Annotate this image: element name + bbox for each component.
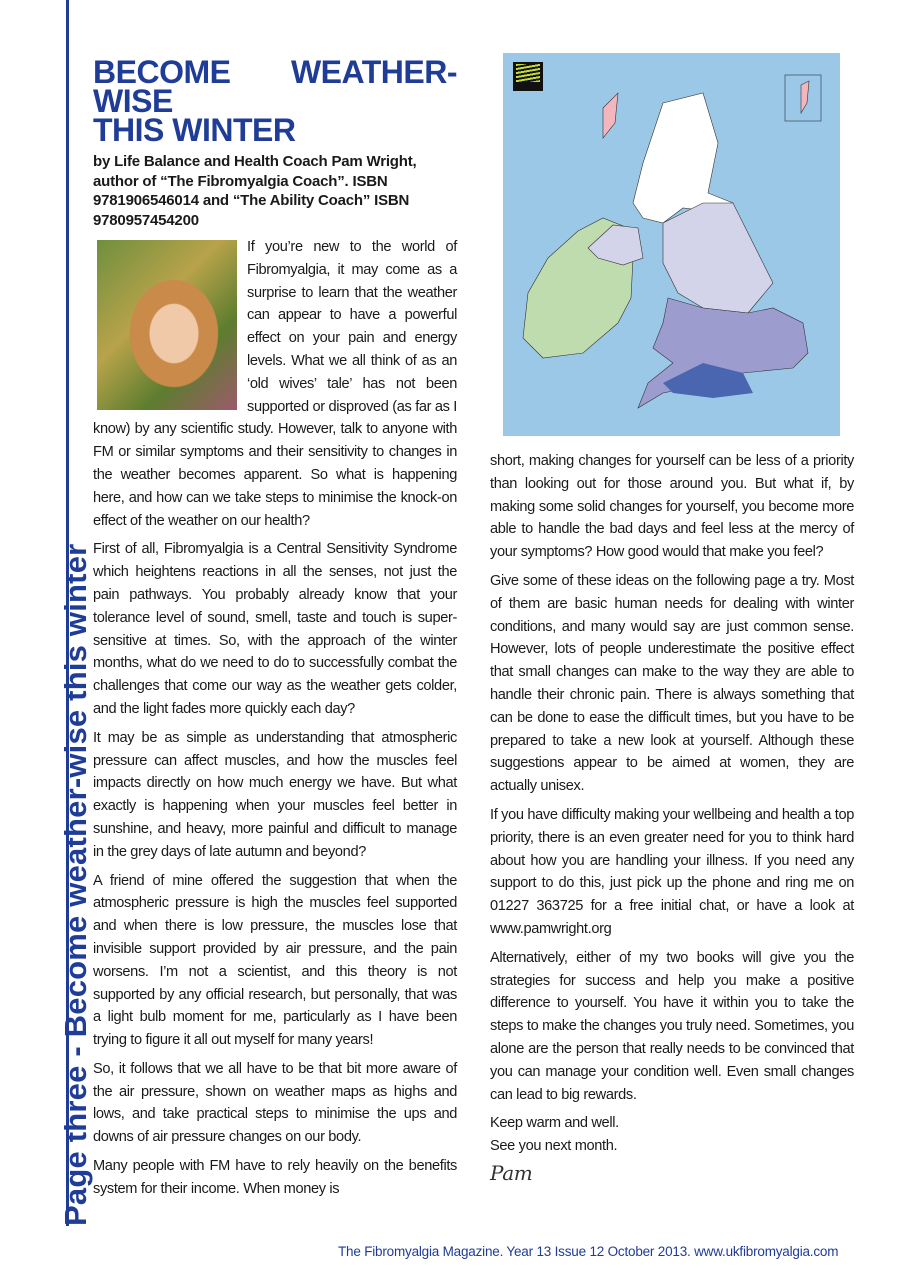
paragraph: A friend of mine offered the suggestion that when the atmospheric pressure is high the muscles feel supported and when there is low pressure, the muscles lose that invisible support provided by air pressure, and the pain worsens. I’m not a scientist, and this theory is not supported by any official research, but personally, that was a light bulb moment for me, particularly as I have been trying to figure it all out myself for many years! xyxy=(93,872,457,1049)
right-column xyxy=(490,450,854,1185)
signature: Pam xyxy=(490,1160,533,1185)
author-photo xyxy=(97,240,237,410)
met-office-logo xyxy=(513,62,543,91)
hebrides-region xyxy=(603,93,618,138)
article-title xyxy=(93,54,457,148)
north-england-region xyxy=(663,203,773,313)
shetland-region xyxy=(801,81,809,113)
paragraph: If you’re new to the world of Fibromyalgia, it may come as a surprise to learn that the weather can appear to have a powerful effect on your pain and energy levels. What we all think of as an ‘old wives’ tale’ has not been supported or disproved (as far as I know) by any scientific study. However, talk to anyone with FM or similar symptoms and their sensitivity to changes in the weather becomes apparent. So what is happening here, and how can we take steps to minimise the knock-on effect of the weather on our health? xyxy=(93,239,458,529)
paragraph: If you have difficulty making your wellbeing and health a top priority, there is an even greater need for you to think hard about how you are handling your illness. If you need any support to do this, just pick up the phone and ring me on 01227 363725 for a free initial chat, or have a look at www.pamwright.org xyxy=(490,806,854,937)
paragraph: Many people with FM have to rely heavily on the benefits system for their income. When money is xyxy=(93,1158,457,1197)
paragraph: First of all, Fibromyalgia is a Central Sensitivity Syndrome which heightens reactions in all the senses, not just the pain pathways. You probably already know that your tolerance level of sound, smell, taste and touch is super-sensitive at times. So, with the approach of the winter months, what do we need to do to successfully combat the challenges that come our way as the weather gets colder, and the light fades more quickly each day? xyxy=(93,541,457,717)
title-line-2: THIS WINTER xyxy=(93,112,296,148)
paragraph: Give some of these ideas on the following page a try. Most of them are basic human needs for dealing with winter conditions, and many would say are just common sense. However, lots of people underestimate the positive effect that small changes can make to the way they are able to handle their chronic pain. There is always something that can be done to ease the difficult times, but you have to be prepared to take a new look at yourself. Although these suggestions appear to be aimed at women, they are actually unisex. xyxy=(490,572,854,795)
paragraph: It may be as simple as understanding that atmospheric pressure can affect muscles, and how the muscles feel impacts directly on how much energy we have. But what exactly is happening when your muscles feel better in sunshine, and heavy, more painful and difficult to manage in the grey days of late autumn and beyond? xyxy=(93,729,457,860)
closing-line: See you next month. xyxy=(490,1138,618,1155)
closing-line: Keep warm and well. xyxy=(490,1115,619,1132)
weather-map xyxy=(503,53,840,436)
sidebar-title: Page three - Become weather-wise this winter xyxy=(58,543,93,1226)
paragraph: Alternatively, either of my two books will give you the strategies for success and help you make a positive difference to yourself. You have it within you to take the steps to make the changes you truly need. Sometimes, you alone are the person that really needs to be convinced that you can manage your condition well. Even small changes can lead to big rewards. xyxy=(490,949,854,1103)
title-line-1: BECOME WEATHER-WISE xyxy=(93,54,457,119)
byline: by Life Balance and Health Coach Pam Wright, author of “The Fibromyalgia Coach”. ISBN 9781906546014 and “The Ability Coach” ISBN 9780957454200 xyxy=(93,153,417,229)
paragraph: So, it follows that we all have to be that bit more aware of the air pressure, shown on weather maps as highs and lows, and take practical steps to minimise the ups and downs of air pressure changes on our body. xyxy=(93,1060,457,1146)
left-column xyxy=(93,54,458,1207)
footer: The Fibromyalgia Magazine. Year 13 Issue 12 October 2013. www.ukfibromyalgia.com xyxy=(338,1244,839,1259)
uk-map-graphic xyxy=(503,53,840,436)
paragraph: short, making changes for yourself can be less of a priority than looking out for those around you. But what if, by making some solid changes for yourself, you become more able to handle the bad days and feel less at the mercy of your symptoms? How good would that make you feel? xyxy=(490,453,854,561)
